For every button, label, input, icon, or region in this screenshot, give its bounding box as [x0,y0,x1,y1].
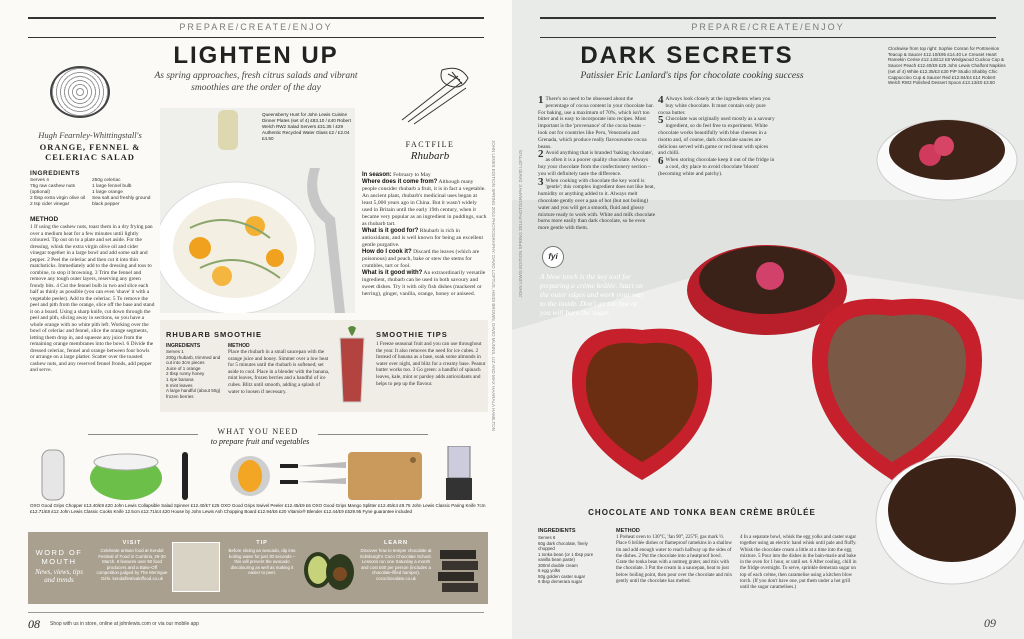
fact-answer: Although many people consider rhubarb a fruit, it is in fact a vegetable. An ancient plant, rhubarb's medicinal uses began at least 5,000 years ago in China. But it wasn't widely used in Britain until the early 19th century, when it became very popular as an ingredient in puddings, such as rhubarb tart. [362,179,487,227]
smoothie-tips-text: 1 Freeze seasonal fruit and you can use throughout the year. It also removes the need for ice cubes. 2 Instead of banana as a base, soak some almonds in water over night, and blitz for a creamy base. Peanut butter works too. 3 Go green: a handful of spinach leaves, kale, mint or parsley adds antioxidants and helps to pep up the flavour. [376,341,486,387]
divider [318,434,428,435]
brulee-method-1: 1 Preheat oven to 130°C, 'fan 90°, 225°F, gas mark ½. Place 6 brûlée dishes or flameproof ramekins in a shallow tin and add enough water to reach halfway up the sides of the dishes. 2 Put the chocolate into a heatproof bowl. Grate the tonka bean with a nutmeg grater, and mix with the chocolate. 3 Put the cream in a saucepan, heat to just below boiling point, then pour over the chocolate and mix gently until the chocolate has melted. [616,535,733,585]
peeler-image [182,452,188,500]
page-subtitle: As spring approaches, fresh citrus salads and vibrant smoothies are the order of the day [154,71,358,93]
fyi-text: A blow torch is the key tool for preparing a crème brûlée. Start on the outer edges and work your way to the inside. Don't go too fast or you will burn the sugar. [540,272,644,317]
tip-item [538,150,656,177]
page-title: LIGHTEN UP [173,42,339,69]
brulee-ingredients-label: INGREDIENTS [538,528,576,534]
brulee-method-2: 4 In a separate bowl, whisk the egg yolks and caster sugar together using an electric hand whisk until pale and fluffy. Whisk the chocolate cream a little at a time into the egg mixture. 5 Pour into the dishes in the bain-marie and bake in the oven for 1 hour, or until set. 6 After cooling, chill in the fridge overnight. To serve, sprinkle demerara sugar on top of each crème, then caramelise using a kitchen blow torch. (If you don't have one, put them under a hot grill until the sugar caramelises.) [740,535,857,591]
fact-answer: Rhubarb is rich in antioxidants, and is well known for being an excellent gentle purgative. [362,228,484,248]
tips-column-2 [658,96,776,178]
section-rule-top [540,17,996,19]
tips-column-1 [538,96,656,232]
chopper-image [42,450,64,500]
smoothie-tips-title: SMOOTHIE TIPS [376,330,448,339]
section-label: PREPARE/CREATE/ENJOY [179,22,333,32]
method-label: METHOD [30,216,59,223]
footer-text: Shop with us in store, online at johnlewis.com or via our mobile app [50,621,199,627]
products-caption: OXO Good Grips Chopper £13.40/£9 £20 John Lewis Collapsible Salad Spinner £12.40/£7 £25 OXO Good Grips Swivel Peeler £12.45/£9 £6 OXO Good Grips Mango Splitter £12.45/£4 £9.75 John Lewis Classic Paring Knife 7cm £12.71/£8 £12 John Lewis Classic Cooks Knife 12.5cm £12.71/£4 £20 House by John Lewis Ash Chopping Board £12.94/£6 £20 Vitamix® Blender £12.44/£9 £529.95 Fyne guarantee included [30,503,486,514]
tip-number: 6 [658,155,664,168]
tip-number: 4 [658,94,664,106]
fact-question: In season: [362,172,392,178]
section-rule-bottom [540,37,996,38]
rhubarb-sketch-icon [398,66,470,126]
tip-item [538,175,656,232]
ingredients-label: INGREDIENTS [30,170,80,177]
recipe-name: ORANGE, FENNEL & CELERIAC SALAD [39,142,141,162]
recipe-author: Hugh Fearnley-Whittingstall's [38,130,142,140]
visit-text: Celebrate artisan food at Kendal Festival of Food in Cumbria, 29-30 March. It features over 60 food producers and a Bake-Off competition judged by The Meringue Girls. kendalfestivaloffood.co.uk [96,548,168,581]
page-subtitle: Patissier Eric Lanlard's tips for chocolate cooking success [580,71,804,81]
divider [88,434,198,435]
spine-credit: JOHN LEWIS EDITION SPRING 2014 PHOTOGRAPHY: DAVID LOFTUS [518,150,523,298]
brulee-ingredients: Serves 6 60g dark chocolate, finely chopped 1 tonka bean (or 1 tbsp pure vanilla bean paste) 300ml double cream 6 egg yolks 50g golden caster sugar 6 tbsp demerara sugar [538,535,594,584]
ingredients-list-1: Serves 4 75g raw cashew nuts (optional) 2 tbsp extra virgin olive oil 2 tsp cider vinegar [30,178,86,207]
fyi-badge: fyi [542,246,564,268]
tip-text: Avoid anything that is branded 'baking chocolate', as often it is a poorer quality chocolate. Always buy your chocolate from the confectionery section – you will definitely taste the difference. [538,150,654,177]
tip-label: TIP [256,540,268,546]
fact-question: How do I cook it? [362,249,412,255]
page-number: 08 [28,617,40,631]
tip-number: 3 [538,175,544,188]
page-number: 09 [984,616,996,630]
fact-answer: Discard the leaves (which are poisonous) and peach, bake or stew the stems for crumbles, tart or fool. [362,249,480,269]
smoothie-title: RHUBARB SMOOTHIE [166,330,262,339]
footer-rule [28,612,484,613]
page-title: DARK SECRETS [580,42,794,69]
method-text: 1 If using the cashew nuts, toast them in a dry frying pan over a medium heat for a few minutes until lightly coloured. Tip out on to a plate and set aside. For the dressing, whisk the extra virgin olive oil and cider vinegar together in a large bowl and add some salt and pepper. 2 Peel the celeriac and then cut it into thin matchsticks. Immediately add to the dressing and toss to combine, to stop it browning. 3 Trim the fennel and remove any tough outer layers, reserving any green frondy bits. 4 Cut the fennel bulb in two and slice each half as thinly as possible (you can even 'shave' it with a vegetable peeler). Add to the celeriac. 5 To remove the peel and pith from the orange, slice off the base and stand it on a board. Using a sharp knife, cut down through the peel and pith, slicing away in sections, so you have a whole orange with no white pith left. Working over the bowl of celeriac and fennel, slice the orange segments, letting them drop in, and squeeze any juice from the remaining orange membranes into the bowl. 6 Divide the dressed celeriac, fennel and orange between four bowls or arrange on a large platter. Scatter over the toasted cashew nuts, and any reserved fennel fronds, add pepper and serve. [30,224,155,373]
fact-question: Where does it come from? [362,179,438,185]
chocolate-stack-image [436,546,482,598]
fact-answer: An extraordinarily versatile ingredient, rhubarb can be used in both savoury and sweet dishes. Try it with oily fish dishes (mackerel or herring), ginger, vanilla, orange, honey or aniseed. [362,270,486,297]
tip-item [538,96,656,150]
smoothie-ingredients-label: INGREDIENTS [166,343,201,349]
fact-question: What is it good for? [362,228,419,234]
factfile-label: FACTFILE [405,140,455,149]
learn-label: LEARN [384,540,408,546]
visit-label: VISIT [122,540,142,546]
teacup-top-right [877,120,1017,200]
fact-item [362,179,488,228]
factfile-text [362,172,488,298]
smoothie-ingredients: Serves 1 200g rhubarb, trimmed and cut into 3cm pieces Juice of 1 orange 2 tbsp runny honey 1 ripe banana 6 mint leaves A large handful (about 50g) frozen berries [166,349,221,399]
brulee-method-label: METHOD [616,528,640,534]
photo-caption: Queensberry Hunt for John Lewis Cuisine Dinner Plates (set of 4) £83.10 / £40 Robert Welch RW2 Salad Servers £31.35 / £29 Authentic Recycled Water Glass £2 / £2.04 £4.50 [262,112,351,141]
tip-number: 2 [538,148,544,161]
product-images [28,446,488,502]
salad-spinner-image [90,454,162,500]
tip-text: When cooking with chocolate the key word is 'gentle'; this complex ingredient does not like heat, humidity or anything added to it. Always melt chocolate gently over a pan of hot (but not boiling) water and you will get a smooth, fluid and glossy mixture ready to work with. White and milk chocolate burns more easily than dark chocolate, so be even more gentle with them. [538,177,656,232]
fact-item [362,270,488,298]
section-label: PREPARE/CREATE/ENJOY [691,22,845,32]
tip-item [658,157,776,177]
fact-item [362,172,488,179]
tip-item [658,96,776,116]
avocado-image [300,548,356,590]
factfile-name: Rhubarb [410,150,450,162]
need-title: WHAT YOU NEED [217,427,299,436]
tip-number: 5 [658,114,664,127]
tip-text: There's no need to be obsessed about the percentage of cocoa content in your chocolate bar. For baking, use a maximum of 70%, which isn't too bitter and is easy to incorporate into recipes. Most important is the 'provenance' of the cocoa beans – look out for countries like Peru, Venezuela and Grenada, which produce really flavoursome cocoa beans. [538,96,654,150]
product-credits: Clockwise from top right: Sophie Conran for Portmeirion Teacup & Saucer £12.10/£95 £14.40 Le Creuset Heart Ramekin Cerise £12.14/£12 £8 Wedgwood Cuckoo Cup & Saucer Peach £12.40/£9 £25 John Lewis Chalfont Napkins (set of 4) White £12.35/£3 £30 PiP Studio Shabby Chic Cappuccino Cup & Saucer Red £12.84/£4 £14 Robert Welch RW2 Polished Dessert Spoon £13.13/£0 £3.50 [888,46,1006,86]
tip-text: When storing chocolate keep it out of the fridge in a cool, dry place to avoid chocolate 'bloom' (becoming white and patchy). [658,157,775,177]
brulee-recipe-title: CHOCOLATE AND TONKA BEAN CRÈME BRÛLÉE [588,508,816,517]
section-rule-bottom [28,37,484,38]
wom-title: WORD OF MOUTH [35,548,83,566]
section-rule-top [28,17,484,19]
fact-item [362,228,488,249]
fact-answer: February to May [393,172,431,178]
smoothie-method: Place the rhubarb in a small saucepan with the orange juice and honey. Simmer over a low heat for 5 minutes until the rhubarb is softened; set aside to cool. Place in a blender with the banana, mint leaves, frozen berries and a handful of ice cubes. Blitz until smooth, adding a splash of water to loosen if necessary. [228,349,330,395]
tip-text: Chocolate was originally used mostly as a savoury ingredient, so do feel free to experiment. White chocolate works beautifully with blue cheeses in a risotto and, of course, dark chocolate sauces are delicious served with game or red meat with spices and chilli. [658,116,775,157]
recipe-heading [30,130,150,162]
tip-text: Before slicing an avocado, dip into boiling water for just 30 seconds – this will prevent the avocado discolouring as well as making it easier to peel. [228,548,296,576]
right-page [512,0,1024,639]
smoothie-glass-image [334,324,370,404]
spine-credit: JOHN LEWIS EDITION SPRING 2014 PHOTOGRAPHY: DAVID LOFTUS, HEIDI BROWN, DAVID MUNNS, LIZ AND MAX HAARALA HAMILTON [491,140,496,431]
wom-subtitle: News, views, tips and trends [35,568,83,584]
ingredients-list-2: 250g celeriac 1 large fennel bulb 1 large orange Sea salt and freshly ground black pepper [92,178,151,207]
mango-splitter-image [230,456,270,496]
plate-sketch-icon [50,66,110,118]
need-subtitle: to prepare fruit and vegetables [210,437,310,446]
smoothie-method-label: METHOD [228,343,250,349]
tip-item [658,116,776,157]
fact-question: What is it good with? [362,270,423,276]
learn-text: Discover how to temper chocolate at Edinburgh's Coco Chocolate School. Lessons run one Saturday a month and cost £60 per person (includes a chocolate-filled hamper). cocochocolate.co.uk [360,548,432,581]
fact-item [362,249,488,270]
chopping-board-image [348,452,422,500]
tip-number: 1 [538,94,544,106]
festival-photo [172,542,220,592]
knives-image [280,462,346,484]
blender-image [446,446,472,500]
cup-bottom-right [876,456,1024,584]
tip-text: Always look closely at the ingredients when you buy white chocolate. It must contain only pure cocoa butter. [658,96,771,116]
